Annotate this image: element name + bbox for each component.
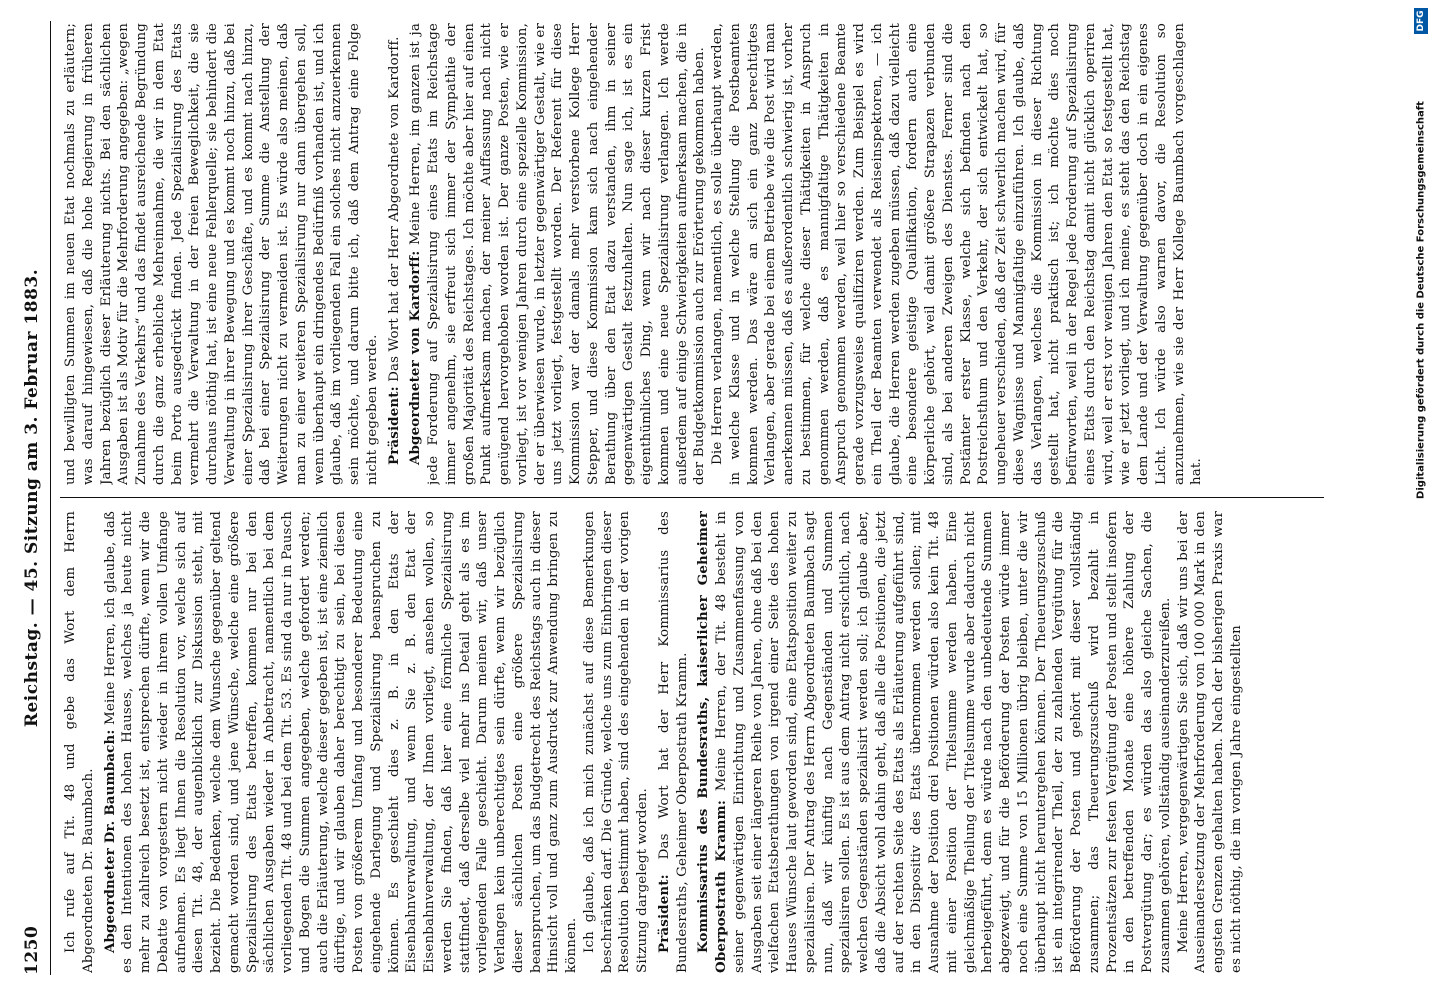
paragraph: Präsident: Das Wort hat der Herr Kommissarius des Bundesraths, Geheimer Oberpostrath Kramm. — [655, 511, 690, 973]
speaker-name: Abgeordneter Dr. Baumbach: — [101, 729, 118, 953]
speaker-name: Kommissarius des Bundesraths, kaiserlicher Geheimer Oberpostrath Kramm: — [695, 511, 729, 973]
speaker-name: Präsident: — [655, 874, 672, 953]
page-header — [22, 21, 50, 975]
speaker-name: Abgeordneter von Kardorff: — [407, 250, 424, 465]
page-title: Reichstag. — 45. Sitzung am 3. Februar 1883. — [22, 268, 42, 728]
funding-credit — [1416, 10, 1426, 590]
paragraph: und bewilligten Summen im neuen Etat nochmals zu erläutern; was darauf hingewiesen, daß die hohe Regierung in früheren Jahren bezüglich dieser Erläuterung nichts. Bei den sächlichen Ausgaben ist als Motiv für die Mehrforderung angegeben: „wegen Zunahme des Verkehrs“ und das findet ausreichende Begründung durch die ganz erhebliche Mehreinnahme, die wir in dem Etat beim Porto ausgedrückt finden. Jede Spezialisirung des Etats vermehrt die Verwaltung in der freien Beweglichkeit, die sie durchaus nöthig hat, ist eine neue Fehlerquelle; sie behindert die Verwaltung in ihrer Bewegung und es kommt noch hinzu, daß bei einer Spezialisirung ihrer Geschäfte, und es kommt nach hinzu, daß bei einer Spezialisirung der Summe die Anstellung der Weiterungen nicht zu vermeiden ist. Es würde also meinen, daß man zu einer weiteren Spezialisirung nur dann übergehen soll, wenn überhaupt ein dringendes Bedürfniß vorhanden ist, und ich glaube, daß im vorliegenden Fall ein solches nicht anzuerkennen sein möchte, und darum bitte ich, daß dem Antrag eine Folge nicht gegeben werde. — [63, 23, 380, 485]
paragraph: Abgeordneter von Kardorff: Meine Herren, im ganzen ist ja jede Forderung auf Spezialisirung eines Etats im Reichstage immer angenehm, sie erfreut sich immer der Sympathie der großen Majorität des Reichstages. Ich möchte aber hier auf einen Punkt aufmerksam machen, der meiner Auffassung nach nicht genügend hervorgehoben worden ist. Der ganze Posten, wie er vorliegt, ist vor wenigen Jahren durch eine spezielle Kommission, der er überwiesen wurde, in letzter gegenwärtiger Gestalt, wie er uns jetzt vorliegt, festgestellt worden. Der Referent für diese Kommission war der damals mehr verstorbene Kollege Herr Stepper, und diese Kommission kam sich nach eingehender Berathung über den Etat dazu verstanden, ihm in seiner gegenwärtigen Gestalt festzuhalten. Nun sage ich, ist es ein eigenthümliches Ding, wenn wir nach dieser kurzen Frist kommen und eine neue Spezialisirung verlangen. Ich werde außerdem auf einige Schwierigkeiten aufmerksam machen, die in der Budgetkommission auch zur Erörterung gekommen haben. — [407, 23, 708, 485]
paragraph: Ich rufe auf Tit. 48 und gebe das Wort dem Herrn Abgeordneten Dr. Baumbach. — [63, 511, 96, 973]
page-number: 1250 — [22, 925, 42, 975]
paragraph: Meine Herren, vergegenwärtigen Sie sich, daß wir uns bei der Auseinandersetzung der Mehrforderung von 100 000 Mark in den engsten Grenzen gehalten haben. Nach der bisherigen Praxis war es nicht nöthig, die im vorigen Jahre eingestellten — [1175, 511, 1244, 973]
dfg-logo: DFG — [1414, 8, 1428, 34]
paragraph: Ich glaube, daß ich mich zunächst auf diese Bemerkungen beschränken darf. Die Gründe, welche uns zum Einbringen dieser Resolution bestimmt haben, sind des eingehenden in der vorigen Sitzung dargelegt worden. — [581, 511, 650, 973]
paragraph: Präsident: Das Wort hat der Herr Abgeordnete von Kardorff. — [385, 36, 402, 465]
funding-credit-text: Digitalisierung gefördert durch die Deutsche Forschungsgemeinschaft — [1415, 101, 1427, 499]
speaker-name: Präsident: — [385, 386, 402, 465]
left-column — [62, 511, 1324, 973]
rotated-page — [0, 5, 1330, 995]
paragraph: Abgeordneter Dr. Baumbach: Meine Herren, ich glaube, daß es den Intentionen des hohen Hauses, welches ja heute nicht mehr zu zahlreich besetzt ist, entsprechen dürfte, wenn wir die Debatte von vorgestern nicht wieder in ihrem vollen Umfange aufnehmen. Es liegt Ihnen die Resolution vor, welche sich auf diesen Tit. 48, der augenblicklich zur Diskussion steht, mit bezieht. Die Bedenken, welche dem Wunsche gegenüber geltend gemacht worden sind, und jene Wünsche, welche eine größere Spezialisirung des Etats betreffen, kommen nur bei den sächlichen Ausgaben wieder in Anbetracht, namentlich bei dem vorliegenden Tit. 48 und bei dem Tit. 53. Es sind da nur in Pausch und Bogen die Summen angegeben, welche gefordert werden; auch die Erläuterung, welche dieser gegeben ist, ist eine ziemlich dürftige, und wir glauben daher berechtigt zu sein, bei diesen Posten von größerem Umfang und besonderer Bedeutung eine eingehende Darlegung und Spezialisirung beanspruchen zu können. Es geschieht dies z. B. in den Etats der Eisenbahnverwaltung, und wenn Sie z. B. den Etat der Eisenbahnverwaltung, der Ihnen vorliegt, ansehen wollen, so werden Sie finden, daß hier eine förmliche Spezialisirung stattfindet, daß derselbe viel mehr ins Detail geht als es im vorliegenden Falle geschieht. Darum meinen wir, daß unser Verlangen kein unberechtigtes sein dürfte, wenn wir bezüglich dieser sächlichen Posten eine größere Spezialisirung beanspruchen, um das Budgetrecht des Reichstags auch in dieser Hinsicht voll und ganz zum Ausdruck zur Anwendung bringen zu können. — [101, 511, 579, 973]
paragraph: Kommissarius des Bundesraths, kaiserlicher Geheimer Oberpostrath Kramm: Meine Herren, der Tit. 48 besteht in seiner gegenwärtigen Einrichtung und Zusammenfassung von Ausgaben seit einer längeren Reihe von Jahren, ohne daß bei den vielfachen Etatsberathungen von irgend einer Seite des hohen Hauses Wünsche laut geworden sind, eine Etatsposition weiter zu spezialisiren. Der Antrag des Herrn Abgeordneten Baumbach sagt nun, daß wir künftig nach Gegenständen und Summen spezialisiren sollen. Es ist aus dem Antrag nicht ersichtlich, nach welchen Gegenständen spezialisirt werden soll; ich glaube aber, daß die Absicht wohl dahin geht, daß alle die Positionen, die jetzt auf der rechten Seite des Etats als Erläuterung aufgeführt sind, in den Dispositiv des Etats übernommen werden sollen; mit Ausnahme der Position drei Positionen würden also kein Tit. 48 mit einer Position der Titelsumme werden haben. Eine gleichmäßige Theilung der Titelsumme wurde aber dadurch nicht herbeigeführt, denn es würde nach den unbedeutende Summen abgezweigt, und für die Beförderung der Posten würde immer noch eine Summe von 15 Millionen übrig bleiben, unter die wir überhaupt nicht heruntergehen können. Der Theuerungszuschuß ist ein integrirender Theil, der zu zahlenden Vergütung für die Beförderung der Posten und gehört mit dieser vollständig zusammen; das Theuerungszuschuß wird bezahlt in Prozentsätzen zur festen Vergütung der Posten und stellt insofern in den betreffenden Monate eine höhere Zahlung der Postvergütung dar; es würden das also gleiche Sachen, die zusammen gehören, vollständig auseinanderzureißen. — [695, 511, 1173, 973]
right-column — [62, 23, 1324, 485]
header-rule — [50, 21, 51, 975]
column-divider — [60, 497, 1324, 498]
paragraph: Die Herren verlangen, namentlich, es solle überhaupt werden, in welche Klasse und in welche Stellung die Postbeamten kommen werden. Das wäre an sich ein ganz berechtigtes Verlangen, aber gerade bei einem Betriebe wie die Post wird man anerkennen müssen, daß es außerordentlich schwierig ist, vorher zu bestimmen, für welche dieser Thätigkeiten in Anspruch genommen werden, daß es mannigfaltige Thätigkeiten in Anspruch genommen werden, weil hier so verschiedene Beamte gerade vorzugsweise qualifiziren werden. Zum Beispiel es wird ein Theil der Beamten verwendet als Reiseinspektoren, — ich glaube, die Herren werden zugeben müssen, daß dazu vielleicht eine besondere geistige Qualifikation, fordern auch eine körperliche gehört, weil damit größere Strapazen verbunden sind, als bei anderen Zweigen des Dienstes. Ferner sind die Postämter erster Klasse, welche sich befinden nach den Postreichsthum und den Verkehr, der sich entwickelt hat, so ungeheuer verschieden, daß der Zeit schwerlich machen wird, für diese Wagnisse und Mannigfaltige einzuführen. Ich glaube, daß das Verlangen, welches die Kommission in dieser Richtung gestellt hat, nicht praktisch ist; ich möchte dies noch befürworten, weil in der Regel jede Forderung auf Spezialisirung eines Etats durch den Reichstag damit nicht glücklich operiren wird, weil er erst vor wenigen Jahren den Etat so festgestellt hat, wie er jetzt vorliegt, und ich meine, es steht das den Reichstag dem Lande und der Verwaltung gegenüber doch in ein eigenes Licht. Ich würde also warnen davor, die Resolution so anzunehmen, wie sie der Herr Kollege Baumbach vorgeschlagen hat. — [710, 23, 1205, 485]
